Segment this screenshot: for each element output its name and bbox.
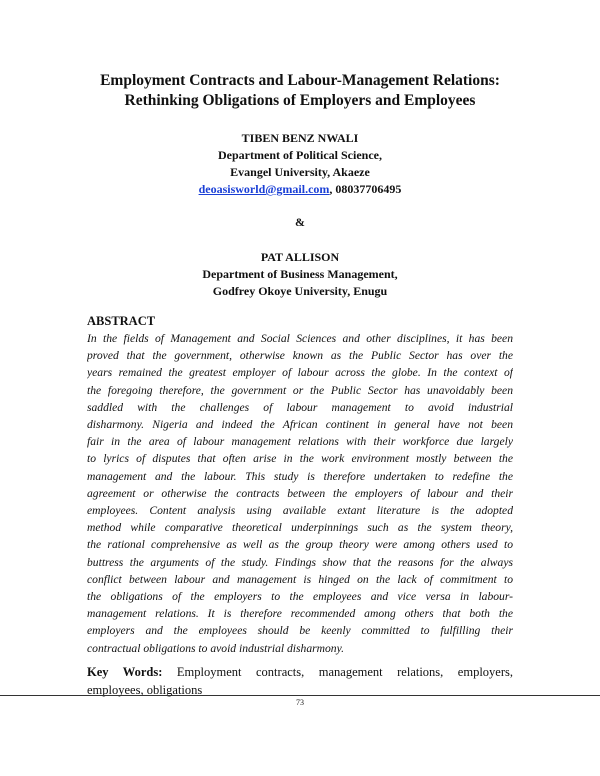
abstract-heading: ABSTRACT bbox=[87, 314, 156, 328]
abstract-line: proved that the government, otherwise known as the Public Sector has over the bbox=[87, 349, 513, 363]
footer-rule bbox=[0, 695, 600, 696]
abstract-line: employees. Content analysis using available extant literature is the adopted bbox=[87, 504, 513, 518]
author-department: Department of Political Science, bbox=[218, 148, 382, 162]
page-number: 73 bbox=[296, 698, 304, 707]
abstract-line: management and the labour. This study is therefore undertaken to redefine the bbox=[87, 469, 513, 483]
author-department: Department of Business Management, bbox=[202, 267, 398, 281]
abstract-line: agreement or otherwise the contracts between the employers of labour and their bbox=[87, 486, 513, 500]
abstract-line: the rational comprehensive as well as the group theory were among others used to bbox=[87, 538, 513, 552]
keywords-block bbox=[87, 664, 513, 699]
author-separator: & bbox=[295, 215, 305, 229]
author-phone: , 08037706495 bbox=[329, 182, 402, 196]
author-name: PAT ALLISON bbox=[260, 250, 340, 264]
keywords-list: Employment contracts, management relations, employers, bbox=[176, 665, 513, 679]
abstract-line: conflict between labour and management is hinged on the lack of commitment to bbox=[87, 572, 513, 586]
author-institution: Evangel University, Akaeze bbox=[230, 165, 370, 179]
paper-title bbox=[40, 71, 560, 111]
abstract-line: contractual obligations to avoid industrial disharmony. bbox=[87, 641, 344, 655]
abstract-line: buttress the arguments of the study. Findings show that the reasons for the always bbox=[87, 555, 513, 569]
keywords-label: Key Words: bbox=[87, 665, 163, 679]
abstract-line: fair in the area of labour management relations with their workforce due largely bbox=[87, 435, 513, 449]
keywords-line bbox=[87, 664, 513, 682]
abstract-line: management relations. It is therefore recommended among others that both the bbox=[87, 607, 513, 621]
abstract-line: the foregoing therefore, the government or the Public Sector has unavoidably been bbox=[87, 383, 513, 397]
title-line: Rethinking Obligations of Employers and Employees bbox=[124, 92, 476, 109]
title-line: Employment Contracts and Labour-Management Relations: bbox=[100, 72, 500, 89]
abstract-line: employers and the employees should be keenly committed to fulfilling their bbox=[87, 624, 513, 638]
author-institution: Godfrey Okoye University, Enugu bbox=[212, 284, 388, 298]
abstract-line: disharmony. Nigeria and indeed the African continent in general have not been bbox=[87, 418, 513, 432]
author-block-1 bbox=[40, 130, 560, 198]
author-email-link[interactable]: deoasisworld@gmail.com bbox=[198, 182, 330, 196]
keywords-line: employees, obligations bbox=[87, 682, 203, 697]
abstract-line: method while comparative theoretical underpinnings such as the system theory, bbox=[87, 521, 513, 535]
author-contact bbox=[40, 181, 560, 198]
author-name: TIBEN BENZ NWALI bbox=[241, 131, 359, 145]
author-block-2 bbox=[40, 249, 560, 300]
abstract-line: to lyrics of disputes that often arise in the work environment mostly between the bbox=[87, 452, 513, 466]
abstract-line: In the fields of Management and Social Sciences and other disciplines, it has been bbox=[87, 332, 513, 345]
abstract-line: the obligations of the employers to the employees and vice versa in labour- bbox=[87, 590, 513, 604]
abstract-body bbox=[87, 330, 513, 657]
abstract-line: saddled with the challenges of labour management to avoid industrial bbox=[87, 400, 513, 414]
abstract-line: years remained the greatest employer of labour across the globe. In the context of bbox=[87, 366, 513, 380]
